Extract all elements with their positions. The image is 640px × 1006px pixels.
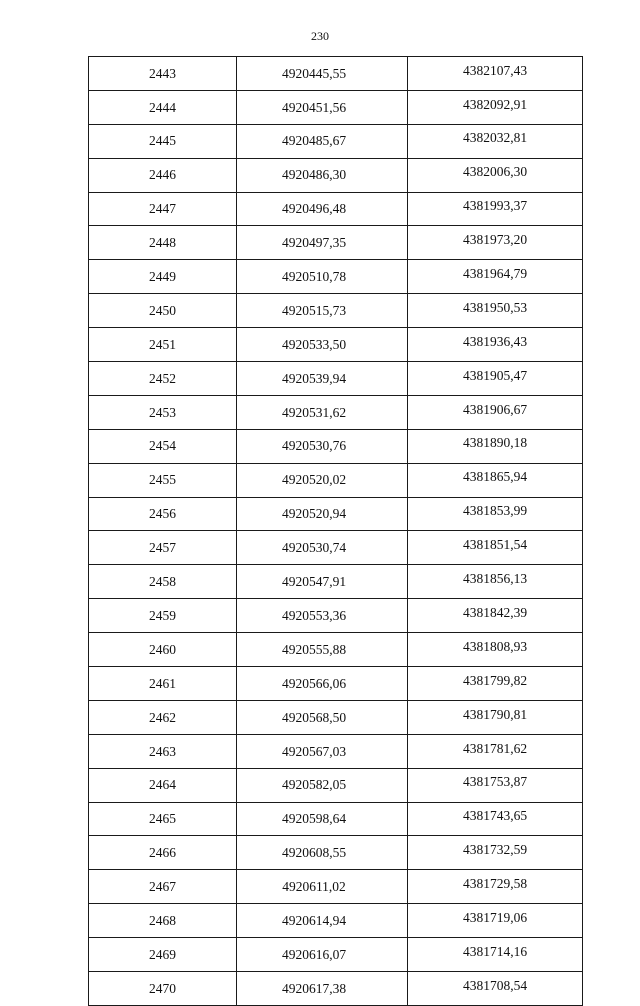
x-coordinate-cell: 4920510,78 xyxy=(237,260,408,294)
x-coordinate-cell: 4920515,73 xyxy=(237,294,408,328)
x-coordinate-cell: 4920608,55 xyxy=(237,836,408,870)
x-coordinate-cell: 4920497,35 xyxy=(237,226,408,260)
table-row xyxy=(89,667,583,701)
y-coordinate-cell: 4381842,39 xyxy=(408,599,583,633)
table-row xyxy=(89,565,583,599)
point-number-cell: 2447 xyxy=(89,192,237,226)
x-coordinate-cell: 4920533,50 xyxy=(237,328,408,362)
table-row xyxy=(89,158,583,192)
table-row xyxy=(89,328,583,362)
table-row xyxy=(89,260,583,294)
y-coordinate-cell: 4381732,59 xyxy=(408,836,583,870)
x-coordinate-cell: 4920614,94 xyxy=(237,904,408,938)
table-row xyxy=(89,599,583,633)
y-coordinate-cell: 4381799,82 xyxy=(408,667,583,701)
x-coordinate-cell: 4920520,94 xyxy=(237,497,408,531)
y-coordinate-cell: 4381964,79 xyxy=(408,260,583,294)
y-coordinate-cell: 4381708,54 xyxy=(408,972,583,1006)
point-number-cell: 2452 xyxy=(89,362,237,396)
x-coordinate-cell: 4920496,48 xyxy=(237,192,408,226)
y-coordinate-cell: 4381856,13 xyxy=(408,565,583,599)
x-coordinate-cell: 4920616,07 xyxy=(237,938,408,972)
y-coordinate-cell: 4381905,47 xyxy=(408,362,583,396)
x-coordinate-cell: 4920566,06 xyxy=(237,667,408,701)
table-row xyxy=(89,904,583,938)
x-coordinate-cell: 4920451,56 xyxy=(237,90,408,124)
y-coordinate-cell: 4381790,81 xyxy=(408,700,583,734)
table-row xyxy=(89,531,583,565)
y-coordinate-cell: 4381753,87 xyxy=(408,768,583,802)
y-coordinate-cell: 4381743,65 xyxy=(408,802,583,836)
point-number-cell: 2443 xyxy=(89,57,237,91)
y-coordinate-cell: 4381714,16 xyxy=(408,938,583,972)
point-number-cell: 2456 xyxy=(89,497,237,531)
x-coordinate-cell: 4920531,62 xyxy=(237,395,408,429)
table-row xyxy=(89,294,583,328)
point-number-cell: 2461 xyxy=(89,667,237,701)
x-coordinate-cell: 4920486,30 xyxy=(237,158,408,192)
y-coordinate-cell: 4381851,54 xyxy=(408,531,583,565)
x-coordinate-cell: 4920617,38 xyxy=(237,972,408,1006)
point-number-cell: 2462 xyxy=(89,700,237,734)
table-row xyxy=(89,57,583,91)
point-number-cell: 2466 xyxy=(89,836,237,870)
table-row xyxy=(89,836,583,870)
point-number-cell: 2463 xyxy=(89,734,237,768)
x-coordinate-cell: 4920582,05 xyxy=(237,768,408,802)
point-number-cell: 2470 xyxy=(89,972,237,1006)
x-coordinate-cell: 4920598,64 xyxy=(237,802,408,836)
y-coordinate-cell: 4382006,30 xyxy=(408,158,583,192)
x-coordinate-cell: 4920568,50 xyxy=(237,700,408,734)
y-coordinate-cell: 4381936,43 xyxy=(408,328,583,362)
table-row xyxy=(89,497,583,531)
point-number-cell: 2445 xyxy=(89,124,237,158)
table-row xyxy=(89,972,583,1006)
point-number-cell: 2467 xyxy=(89,870,237,904)
table-row xyxy=(89,768,583,802)
point-number-cell: 2453 xyxy=(89,395,237,429)
point-number-cell: 2448 xyxy=(89,226,237,260)
y-coordinate-cell: 4381950,53 xyxy=(408,294,583,328)
y-coordinate-cell: 4381973,20 xyxy=(408,226,583,260)
y-coordinate-cell: 4382032,81 xyxy=(408,124,583,158)
point-number-cell: 2468 xyxy=(89,904,237,938)
x-coordinate-cell: 4920445,55 xyxy=(237,57,408,91)
x-coordinate-cell: 4920530,74 xyxy=(237,531,408,565)
table-row xyxy=(89,192,583,226)
table-row xyxy=(89,395,583,429)
point-number-cell: 2449 xyxy=(89,260,237,294)
table-row xyxy=(89,700,583,734)
x-coordinate-cell: 4920553,36 xyxy=(237,599,408,633)
coordinates-table xyxy=(88,56,583,1006)
table-row xyxy=(89,802,583,836)
table-row xyxy=(89,633,583,667)
x-coordinate-cell: 4920539,94 xyxy=(237,362,408,396)
table-row xyxy=(89,734,583,768)
table-row xyxy=(89,362,583,396)
table-row xyxy=(89,463,583,497)
point-number-cell: 2451 xyxy=(89,328,237,362)
table-row xyxy=(89,90,583,124)
y-coordinate-cell: 4382092,91 xyxy=(408,90,583,124)
point-number-cell: 2469 xyxy=(89,938,237,972)
y-coordinate-cell: 4381993,37 xyxy=(408,192,583,226)
table-row xyxy=(89,870,583,904)
table-row xyxy=(89,429,583,463)
x-coordinate-cell: 4920567,03 xyxy=(237,734,408,768)
x-coordinate-cell: 4920555,88 xyxy=(237,633,408,667)
y-coordinate-cell: 4381781,62 xyxy=(408,734,583,768)
y-coordinate-cell: 4381906,67 xyxy=(408,395,583,429)
point-number-cell: 2465 xyxy=(89,802,237,836)
coordinates-table-body xyxy=(89,57,583,1006)
point-number-cell: 2454 xyxy=(89,429,237,463)
y-coordinate-cell: 4381890,18 xyxy=(408,429,583,463)
point-number-cell: 2458 xyxy=(89,565,237,599)
y-coordinate-cell: 4381719,06 xyxy=(408,904,583,938)
x-coordinate-cell: 4920485,67 xyxy=(237,124,408,158)
x-coordinate-cell: 4920611,02 xyxy=(237,870,408,904)
y-coordinate-cell: 4382107,43 xyxy=(408,57,583,91)
table-row xyxy=(89,226,583,260)
point-number-cell: 2460 xyxy=(89,633,237,667)
point-number-cell: 2455 xyxy=(89,463,237,497)
x-coordinate-cell: 4920547,91 xyxy=(237,565,408,599)
y-coordinate-cell: 4381729,58 xyxy=(408,870,583,904)
point-number-cell: 2464 xyxy=(89,768,237,802)
point-number-cell: 2450 xyxy=(89,294,237,328)
point-number-cell: 2446 xyxy=(89,158,237,192)
y-coordinate-cell: 4381853,99 xyxy=(408,497,583,531)
page-number: 230 xyxy=(311,29,329,43)
table-row xyxy=(89,124,583,158)
point-number-cell: 2457 xyxy=(89,531,237,565)
point-number-cell: 2459 xyxy=(89,599,237,633)
table-row xyxy=(89,938,583,972)
y-coordinate-cell: 4381865,94 xyxy=(408,463,583,497)
x-coordinate-cell: 4920520,02 xyxy=(237,463,408,497)
point-number-cell: 2444 xyxy=(89,90,237,124)
x-coordinate-cell: 4920530,76 xyxy=(237,429,408,463)
y-coordinate-cell: 4381808,93 xyxy=(408,633,583,667)
